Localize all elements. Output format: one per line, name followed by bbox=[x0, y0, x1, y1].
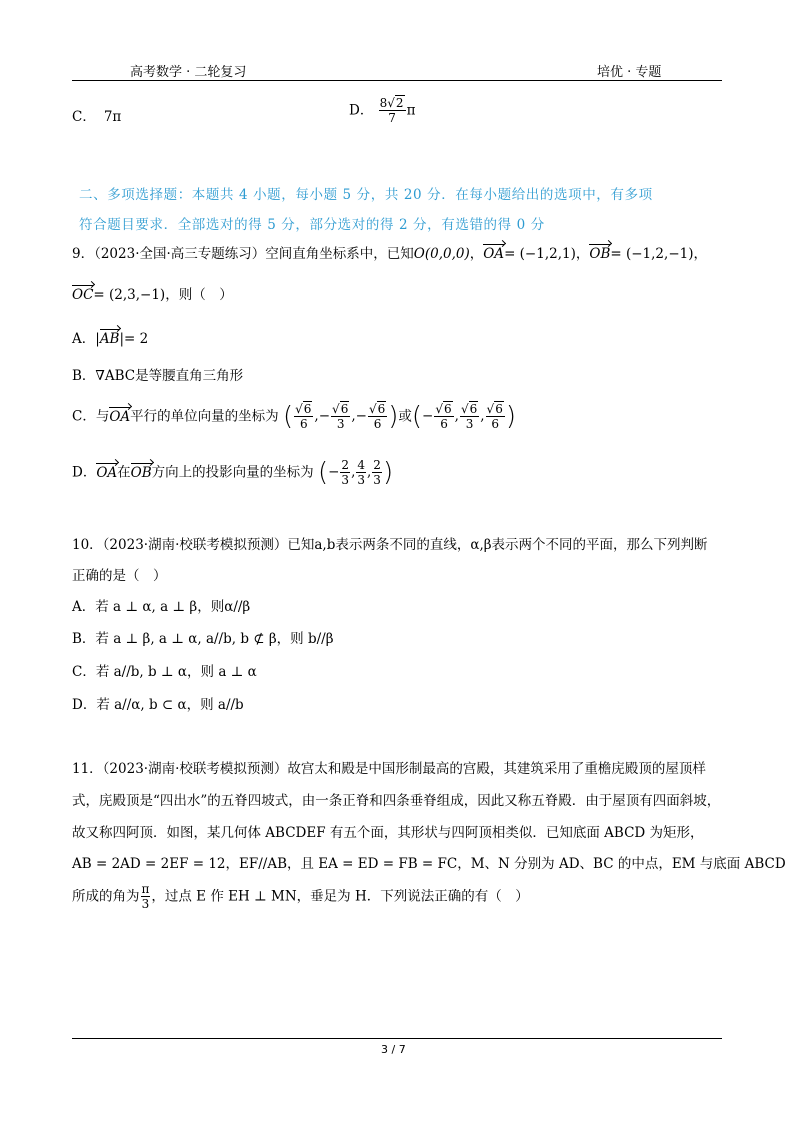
q9-option-a: A．|AB|= 2 bbox=[72, 331, 149, 347]
q10-option-a: A．若 a ⊥ α, a ⊥ β，则α//β bbox=[72, 599, 251, 615]
q8-option-d: D． $\frac{8√2}{7}$ π bbox=[349, 96, 416, 125]
q11-line1: 11．（2023·湖南·校联考模拟预测）故宫太和殿是中国形制最高的宫殿，其建筑采用了重檐庑殿顶的屋顶样 bbox=[72, 761, 706, 777]
q10-option-c: C．若 a//b, b ⊥ α，则 a ⊥ α bbox=[72, 664, 257, 680]
q10-line2: 正确的是（ ） bbox=[72, 568, 167, 584]
q8-d-fraction: $\frac{8√2}{7}$ bbox=[379, 96, 404, 125]
q9-option-b: B．∇ABC是等腰直角三角形 bbox=[72, 368, 244, 384]
q9-option-d: D．OA在OB方向上的投影向量的坐标为 (− $\frac{2}{3}$ , $\frac{4}{3}$ , $\frac{2}{3}$ ) bbox=[72, 457, 394, 488]
q9-line2: OC= (2,3,−1)，则（ ） bbox=[72, 287, 233, 303]
q11-line5: 所成的角为 $\frac{\pi}{3}$ ，过点 E 作 EH ⊥ MN，垂足为 H．下列说法正确的有（ ） bbox=[72, 882, 529, 911]
header-left: 高考数学 · 二轮复习 bbox=[130, 65, 247, 80]
q11-line2: 式，庑殿顶是“四出水”的五脊四坡式，由一条正脊和四条垂脊组成，因此又称五脊殿．由于屋顶有四面斜坡， bbox=[72, 793, 721, 809]
q8-option-c: C． 7π bbox=[72, 109, 122, 125]
footer-rule bbox=[72, 1038, 722, 1039]
q10-option-d: D．若 a//α, b ⊂ α，则 a//b bbox=[72, 697, 244, 713]
page-number: 3 / 7 bbox=[381, 1043, 406, 1056]
q9-option-c: C．与OA平行的单位向量的坐标为 ( $\frac{√6}{6}$ ,− $\frac{√6}{3}$ ,− $\frac{√6}{6}$ )或(− $\frac{√6}{6}$ , $\frac{√6}{3}$ , $\frac{√6}{6}$ ) bbox=[72, 401, 516, 432]
q10-line1: 10．（2023·湖南·校联考模拟预测）已知a,b表示两条不同的直线，α,β表示两个不同的平面，那么下列判断 bbox=[72, 537, 708, 553]
section2-line2: 符合题目要求．全部选对的得 5 分，部分选对的得 2 分，有选错的得 0 分 bbox=[79, 217, 545, 233]
q11-line3: 故又称四阿顶．如图，某几何体 ABCDEF 有五个面，其形状与四阿顶相类似．已知底面 ABCD 为矩形， bbox=[72, 825, 704, 841]
q10-option-b: B．若 a ⊥ β, a ⊥ α, a//b, b ⊄ β，则 b//β bbox=[72, 631, 334, 647]
q9-line1: 9．（2023·全国·高三专题练习）空间直角坐标系中，已知O(0,0,0)，OA= (−1,2,1)，OB= (−1,2,−1)， bbox=[72, 246, 707, 262]
header-rule bbox=[72, 80, 722, 81]
header-right: 培优 · 专题 bbox=[597, 65, 662, 80]
section2-line1: 二、多项选择题：本题共 4 小题，每小题 5 分，共 20 分．在每小题给出的选项中，有多项 bbox=[79, 187, 653, 203]
q11-line4: AB = 2AD = 2EF = 12，EF//AB，且 EA = ED = FB = FC，M、N 分别为 AD、BC 的中点，EM 与底面 ABCD bbox=[72, 856, 786, 872]
